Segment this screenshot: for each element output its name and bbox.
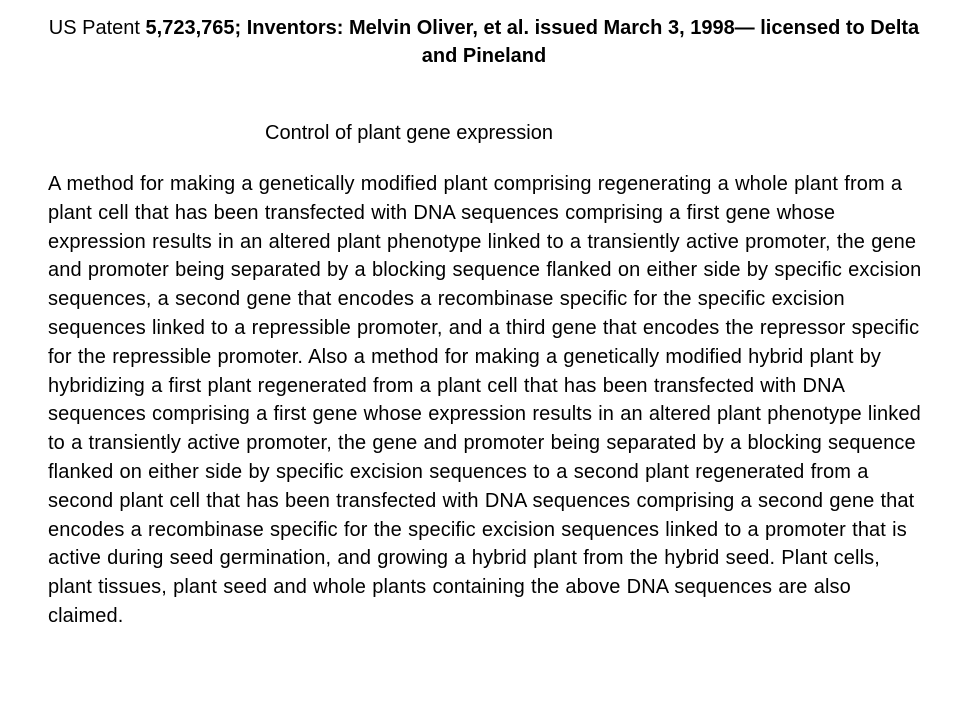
- patent-abstract: A method for making a genetically modified plant comprising regenerating a whole plant from a plant cell that has been transfected with DNA sequences comprising a first gene whose expression results in an altered plant phenotype linked to a transiently active promoter, the gene and promoter being separated by a blocking sequence flanked on either side by specific excision sequences, a second gene that encodes a recombinase specific for the specific excision sequences linked to a repressible promoter, and a third gene that encodes the repressor specific for the repressible promoter. Also a method for making a genetically modified hybrid plant by hybridizing a first plant regenerated from a plant cell that has been transfected with DNA sequences comprising a first gene whose expression results in an altered plant phenotype linked to a transiently active promoter, the gene and promoter being separated by a blocking sequence flanked on either side by specific excision sequences to a second plant regenerated from a second plant cell that has been transfected with DNA sequences comprising a second gene that encodes a recombinase specific for the specific excision sequences linked to a promoter that is active during seed germination, and growing a hybrid plant from the hybrid seed. Plant cells, plant tissues, plant seed and whole plants containing the above DNA sequences are also claimed.: [48, 173, 922, 627]
- title-prefix: US Patent: [48, 17, 146, 39]
- patent-subtitle: Control of plant gene expression: [265, 122, 553, 144]
- title-patent-details: 5,723,765; Inventors: Melvin Oliver, et al. issued March 3, 1998— licensed to Delta and Pineland: [145, 17, 920, 67]
- slide-title: [40, 14, 928, 70]
